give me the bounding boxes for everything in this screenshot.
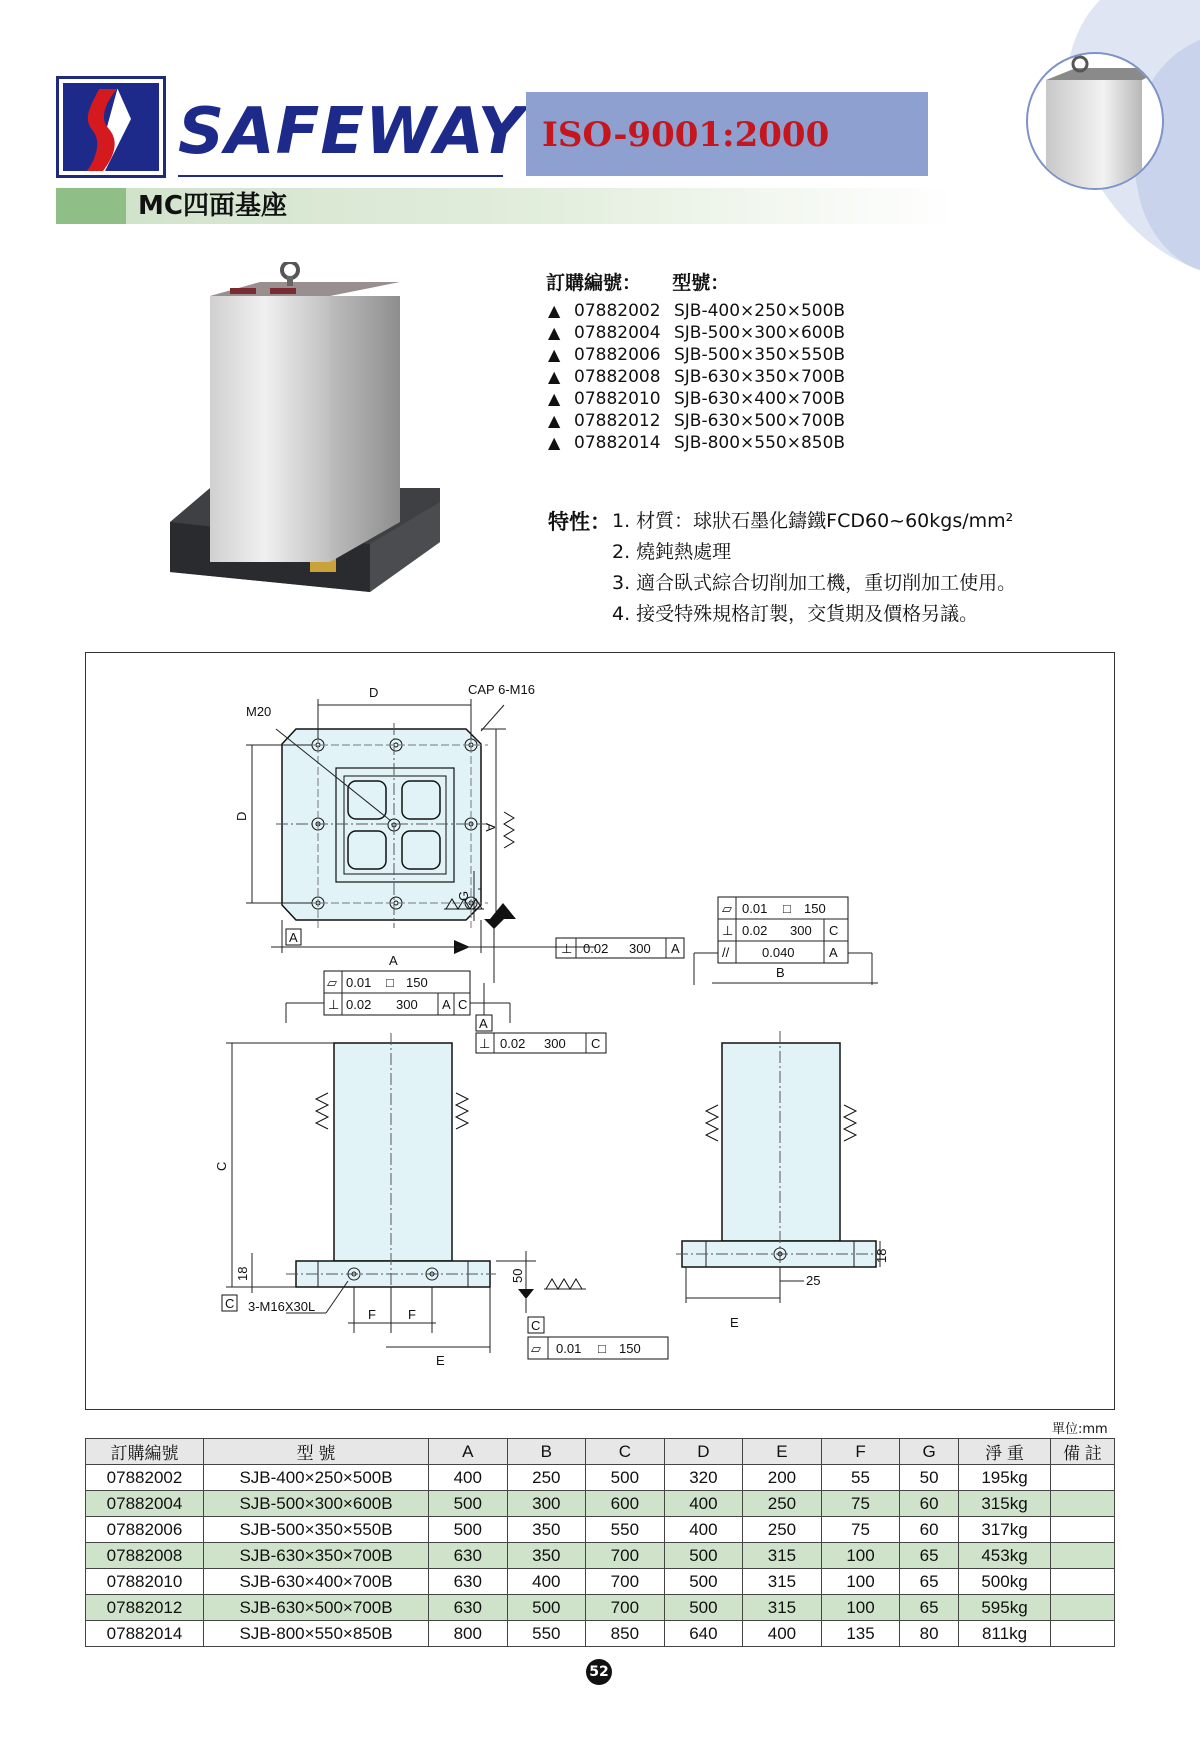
fcf-side-ref: C [591,1036,601,1051]
table-cell: SJB-500×300×600B [204,1491,429,1517]
table-cell: 800 [429,1621,508,1647]
table-cell: 60 [900,1491,959,1517]
table-cell: 195kg [959,1465,1051,1491]
table-cell [1051,1595,1115,1621]
triangle-icon: ▲ [548,433,561,452]
table-cell: 500 [664,1595,743,1621]
dim-f2: F [408,1307,416,1322]
features-list [612,506,1016,630]
model-code: SJB-800×550×850B [674,433,846,453]
page-title: MC四面基座 [138,191,287,221]
side-par: 0.040 [762,945,795,960]
fcf-ref: A [671,941,680,956]
square-icon: □ [783,901,791,916]
table-cell: SJB-800×550×850B [204,1621,429,1647]
dim-a-right: A [483,823,498,832]
table-row [86,1491,1115,1517]
flatness-icon: ▱ [722,901,732,916]
dim-25: 25 [806,1273,821,1288]
feature-item: 4. 接受特殊規格訂製，交貨期及價格另議。 [612,603,979,625]
order-list-header [546,272,729,295]
iso-certification: ISO-9001:2000 [542,115,830,155]
list-item [548,322,874,344]
table-cell: 595kg [959,1595,1051,1621]
fcf-side-len: 300 [544,1036,566,1051]
perpendicular-icon: ⊥ [722,923,734,938]
table-cell: 135 [821,1621,900,1647]
technical-drawing [85,652,1115,1410]
side-dim-e: E [730,1315,739,1330]
table-cell: 07882008 [86,1543,204,1569]
col-header: 備 註 [1051,1439,1115,1465]
table-cell: 350 [507,1543,586,1569]
product-photo [170,262,450,632]
datum-c-bottom: C [531,1318,541,1333]
order-code: 07882004 [574,323,661,343]
dim-f1: F [368,1307,376,1322]
square-icon: □ [598,1341,606,1356]
table-cell: 100 [821,1595,900,1621]
model-code: SJB-500×300×600B [674,323,846,343]
table-cell: 350 [507,1517,586,1543]
table-cell: 250 [507,1465,586,1491]
table-cell: 100 [821,1543,900,1569]
order-code: 07882006 [574,345,661,365]
table-cell: 315 [743,1569,822,1595]
col-header: A [429,1439,508,1465]
m20-label: M20 [246,704,272,719]
table-cell: 07882002 [86,1465,204,1491]
square-icon: □ [386,975,394,990]
side-flat: 0.01 [742,901,768,916]
model-code: SJB-630×350×700B [674,367,846,387]
fcf-ref-c: C [458,997,468,1012]
triangle-icon: ▲ [548,345,561,364]
product-thumbnail [1026,52,1164,190]
table-row [86,1543,1115,1569]
table-cell: 500 [664,1569,743,1595]
top-view [246,699,596,983]
table-cell: 400 [743,1621,822,1647]
fcf-ref-a: A [442,997,451,1012]
table-cell: 315kg [959,1491,1051,1517]
list-item [548,366,874,388]
table-row [86,1465,1115,1491]
col-header: 訂購編號 [86,1439,204,1465]
table-cell: 500 [429,1517,508,1543]
model-code: SJB-400×250×500B [674,301,846,321]
table-cell: 75 [821,1517,900,1543]
order-code: 07882012 [574,411,661,431]
table-cell: 65 [900,1595,959,1621]
brand-underline [178,175,503,177]
col-header: B [507,1439,586,1465]
table-cell: 315 [743,1543,822,1569]
table-cell: 700 [586,1543,665,1569]
perpendicular-icon: ⊥ [561,941,573,956]
model-code: SJB-500×350×550B [674,345,846,365]
triangle-icon: ▲ [548,301,561,320]
table-cell: 850 [586,1621,665,1647]
table-cell: 65 [900,1569,959,1595]
table-cell: 300 [507,1491,586,1517]
fcf-side [476,1033,606,1053]
table-cell: 600 [586,1491,665,1517]
feature-item: 3. 適合臥式綜合切削加工機，重切削加工使用。 [612,572,1017,594]
table-cell: 200 [743,1465,822,1491]
table-cell: 400 [429,1465,508,1491]
table-header-row [86,1439,1115,1465]
table-cell: 75 [821,1491,900,1517]
datum-a: A [479,1016,488,1031]
side-ref-a: A [829,945,838,960]
fcf-flat-area: 150 [406,975,428,990]
table-cell: SJB-500×350×550B [204,1517,429,1543]
fcf-perp: 0.02 [346,997,372,1012]
table-row [86,1621,1115,1647]
list-item [548,300,874,322]
table-row [86,1569,1115,1595]
triangle-icon: ▲ [548,389,561,408]
dim-b: B [776,965,785,980]
datum-c: C [225,1296,235,1311]
dim-e: E [436,1353,445,1368]
order-no-heading: 訂購編號： [546,272,642,294]
flatness-icon: ▱ [327,975,337,990]
table-cell: 550 [507,1621,586,1647]
model-code: SJB-630×400×700B [674,389,846,409]
brand-name: SAFEWAY [178,95,525,169]
fcf-bottom-area: 150 [619,1341,641,1356]
side-ref-c: C [829,923,839,938]
fcf-perp-len: 300 [396,997,418,1012]
list-item [548,432,874,454]
table-cell: SJB-630×400×700B [204,1569,429,1595]
table-cell: 317kg [959,1517,1051,1543]
table-cell: 630 [429,1595,508,1621]
table-cell: 400 [507,1569,586,1595]
order-code: 07882010 [574,389,661,409]
dim-a-bottom: A [389,953,398,968]
table-cell: 640 [664,1621,743,1647]
dim-c: C [214,1161,229,1171]
table-cell: 630 [429,1543,508,1569]
order-code: 07882014 [574,433,661,453]
side-perp-len: 300 [790,923,812,938]
table-cell: 07882012 [86,1595,204,1621]
unit-label: 單位:mm [1052,1422,1108,1437]
table-cell: 550 [586,1517,665,1543]
col-header: 淨 重 [959,1439,1051,1465]
side-perp: 0.02 [742,923,768,938]
table-row [86,1595,1115,1621]
table-cell: 500 [429,1491,508,1517]
table-cell: 100 [821,1569,900,1595]
datum-a-top: A [289,930,298,945]
col-header: F [821,1439,900,1465]
model-heading: 型號： [672,272,730,294]
list-item [548,388,874,410]
table-cell: 700 [586,1595,665,1621]
perpendicular-icon: ⊥ [479,1036,491,1051]
parallel-icon: // [722,945,730,960]
table-cell: 320 [664,1465,743,1491]
fcf-tol: 0.02 [583,941,609,956]
triangle-icon: ▲ [548,367,561,386]
table-cell: 07882010 [86,1569,204,1595]
table-cell: 500kg [959,1569,1051,1595]
table-cell: 500 [586,1465,665,1491]
order-code: 07882008 [574,367,661,387]
list-item [548,410,874,432]
features-label: 特性： [548,510,611,534]
table-cell [1051,1543,1115,1569]
dim-d-top: D [369,685,379,700]
table-cell: 453kg [959,1543,1051,1569]
perpendicular-icon: ⊥ [328,997,340,1012]
table-cell: 07882014 [86,1621,204,1647]
feature-item: 1. 材質：球狀石墨化鑄鐵FCD60~60kgs/mm² [612,510,1014,532]
col-header: C [586,1439,665,1465]
safeway-logo [56,76,166,178]
table-cell: 630 [429,1569,508,1595]
table-cell: 500 [507,1595,586,1621]
col-header: D [664,1439,743,1465]
table-cell: 400 [664,1517,743,1543]
order-code: 07882002 [574,301,661,321]
side-dim-18: 18 [874,1248,889,1263]
feature-item: 2. 燒鈍熱處理 [612,541,732,563]
col-header: 型 號 [204,1439,429,1465]
table-cell [1051,1491,1115,1517]
table-cell: 811kg [959,1621,1051,1647]
side-flat-area: 150 [804,901,826,916]
table-cell: 400 [664,1491,743,1517]
table-cell: 80 [900,1621,959,1647]
dim-18: 18 [235,1266,250,1281]
table-cell: 250 [743,1491,822,1517]
table-cell [1051,1465,1115,1491]
table-cell [1051,1569,1115,1595]
fcf-bottom-flat: 0.01 [556,1341,582,1356]
dim-50: 50 [510,1268,525,1283]
triangle-icon: ▲ [548,323,561,342]
bolt-label: 3-M16X30L [248,1299,316,1314]
model-code: SJB-630×500×700B [674,411,846,431]
table-cell: SJB-630×500×700B [204,1595,429,1621]
fcf-flat: 0.01 [346,975,372,990]
table-row [86,1517,1115,1543]
dim-g: G [456,890,471,901]
table-cell [1051,1517,1115,1543]
list-item [548,344,874,366]
table-cell: SJB-400×250×500B [204,1465,429,1491]
table-cell: 50 [900,1465,959,1491]
triangle-icon: ▲ [548,411,561,430]
cap-label: CAP 6-M16 [468,682,535,697]
spec-table [85,1438,1115,1647]
order-list [548,300,874,454]
table-cell: 700 [586,1569,665,1595]
fcf-len: 300 [629,941,651,956]
fcf-side-tol: 0.02 [500,1036,526,1051]
table-cell: 250 [743,1517,822,1543]
col-header: G [900,1439,959,1465]
table-cell: 500 [664,1543,743,1569]
table-cell [1051,1621,1115,1647]
col-header: E [743,1439,822,1465]
table-cell: 07882006 [86,1517,204,1543]
table-cell: SJB-630×350×700B [204,1543,429,1569]
table-cell: 65 [900,1543,959,1569]
table-cell: 07882004 [86,1491,204,1517]
table-cell: 315 [743,1595,822,1621]
table-cell: 60 [900,1517,959,1543]
table-cell: 55 [821,1465,900,1491]
page-number: 52 [586,1659,612,1685]
title-accent [56,188,126,224]
dim-d-left: D [234,811,249,821]
flatness-icon: ▱ [531,1341,541,1356]
